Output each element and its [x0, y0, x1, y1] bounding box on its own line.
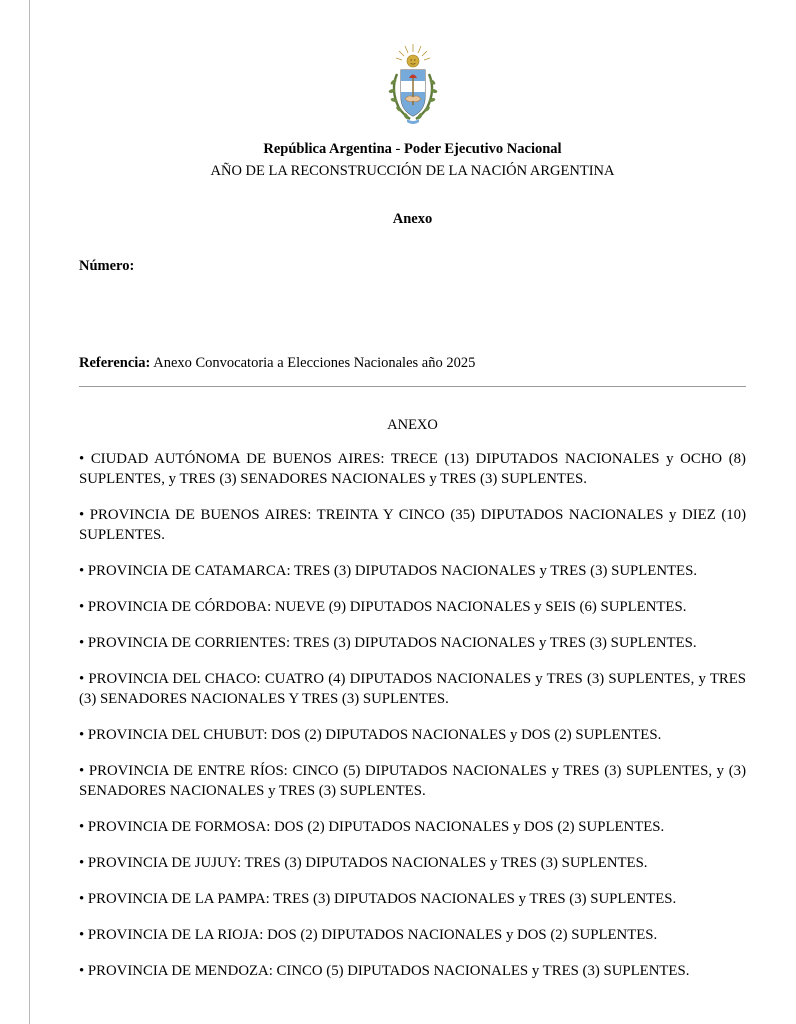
list-item: • PROVINCIA DE FORMOSA: DOS (2) DIPUTADOS NACIONALES y DOS (2) SUPLENTES.	[79, 818, 665, 835]
list-item: • PROVINCIA DE BUENOS AIRES: TREINTA Y CINCO (35) DIPUTADOS NACIONALES y DIEZ (10) SUPLENTES.	[79, 507, 746, 544]
organization-branch: Poder Ejecutivo Nacional	[403, 141, 562, 157]
argentina-coat-of-arms-icon	[383, 0, 443, 132]
document-content	[79, 0, 746, 982]
horizontal-divider	[79, 386, 746, 387]
list-item: • PROVINCIA DE JUJUY: TRES (3) DIPUTADOS NACIONALES y TRES (3) SUPLENTES.	[79, 854, 648, 871]
referencia-label: Referencia:	[79, 355, 151, 372]
list-item: • PROVINCIA DE CORRIENTES: TRES (3) DIPUTADOS NACIONALES y TRES (3) SUPLENTES.	[79, 634, 697, 651]
organization-separator: -	[391, 141, 404, 157]
year-motto: AÑO DE LA RECONSTRUCCIÓN DE LA NACIÓN ARGENTINA	[210, 162, 615, 179]
list-item: • PROVINCIA DE ENTRE RÍOS: CINCO (5) DIPUTADOS NACIONALES y TRES (3) SUPLENTES, y (3) SENADORES NACIONALES y TRES (3) SUPLENTES.	[79, 762, 746, 799]
list-item: • PROVINCIA DE CÓRDOBA: NUEVE (9) DIPUTADOS NACIONALES y SEIS (6) SUPLENTES.	[79, 598, 687, 615]
numero-field	[79, 258, 746, 275]
list-item: • CIUDAD AUTÓNOMA DE BUENOS AIRES: TRECE (13) DIPUTADOS NACIONALES y OCHO (8) SUPLENTES, y TRES (3) SENADORES NACIONALES y TRES (3) SUPLENTES.	[79, 451, 746, 488]
organization-republic: República Argentina	[263, 141, 392, 157]
list-item: • PROVINCIA DE LA PAMPA: TRES (3) DIPUTADOS NACIONALES y TRES (3) SUPLENTES.	[79, 890, 677, 907]
section-title: ANEXO	[387, 417, 438, 434]
numero-label: Número:	[79, 258, 135, 275]
organization-line	[79, 140, 746, 160]
document-type-title: Anexo	[392, 211, 433, 228]
referencia-value: Anexo Convocatoria a Elecciones Nacionales año 2025	[153, 355, 476, 372]
list-item: • PROVINCIA DE CATAMARCA: TRES (3) DIPUTADOS NACIONALES y TRES (3) SUPLENTES.	[79, 563, 698, 579]
list-item: • PROVINCIA DEL CHACO: CUATRO (4) DIPUTADOS NACIONALES y TRES (3) SUPLENTES, y TRES (3) SENADORES NACIONALES Y TRES (3) SUPLENTES.	[79, 670, 746, 707]
list-item: • PROVINCIA DE MENDOZA: CINCO (5) DIPUTADOS NACIONALES y TRES (3) SUPLENTES.	[79, 962, 690, 979]
list-item: • PROVINCIA DE LA RIOJA: DOS (2) DIPUTADOS NACIONALES y DOS (2) SUPLENTES.	[79, 926, 658, 943]
referencia-field	[79, 355, 746, 372]
list-item: • PROVINCIA DEL CHUBUT: DOS (2) DIPUTADOS NACIONALES y DOS (2) SUPLENTES.	[79, 726, 662, 743]
left-margin-rule	[29, 0, 30, 1024]
